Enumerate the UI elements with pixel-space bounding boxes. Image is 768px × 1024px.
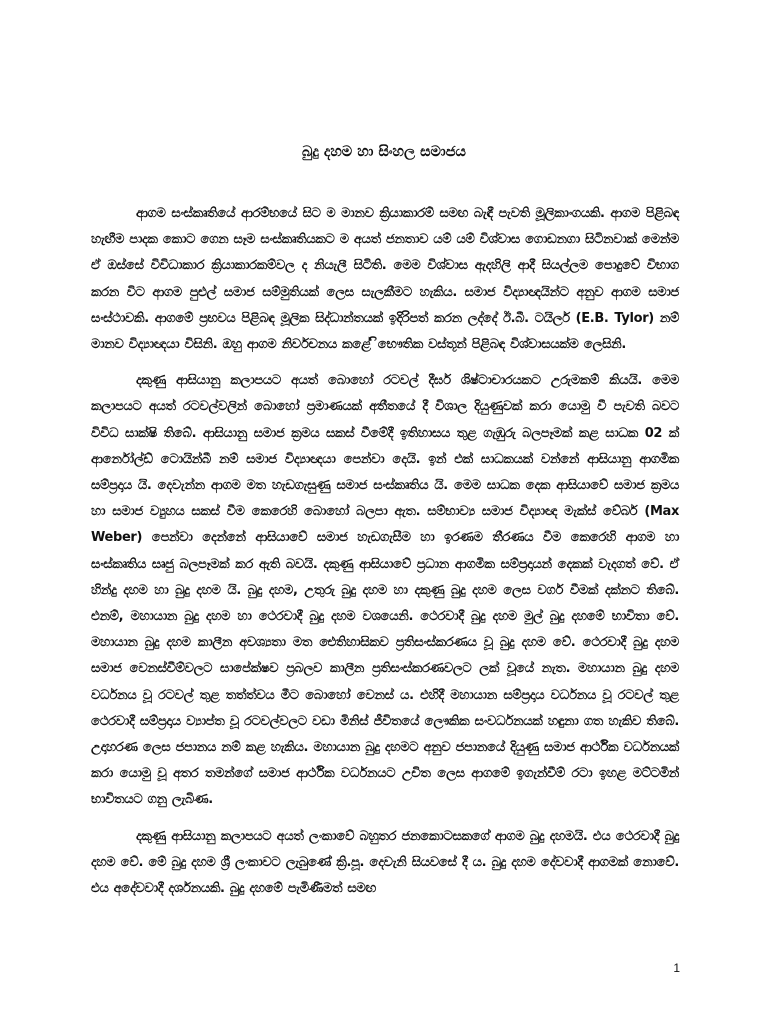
paragraph-sri-lanka: දකුණු ආසියානු කලාපයට අයත් ලංකාවේ බහුතර ජනකොටසකගේ ආගම බුදු දහමයි. එය ථෙරවාදී බුදු දහම වේ. මේ බුදු දහම ශ්‍රී ලංකාවට ලැබුණේ ක්‍රි.පූ. දෙවැනි සියවසේ දී ය. බුදු දහම දේවවාදී ආගමක් නොවේ. එය අදේවවාදී දර්ශනයකි. බුදු දහමේ පැමිණීමත් සමඟ	[91, 828, 679, 897]
document-title: බුදු දහම හා සිංහල සමාජය	[302, 144, 466, 160]
page-number: 1	[673, 961, 680, 975]
paragraph-religion-origin: ආගම සංස්කෘතියේ ආරම්භයේ සිට ම මානව ක්‍රියාකාරම් සමඟ බැඳී පැවති මූලිකාංගයකි. ආගම පිළිබඳ හැඟීම පාදක කොට ගෙන සෑම සංස්කෘතියකට ම අයත් ජනතාව යම් යම් විශ්වාස ගොඩනගා සිටිනවාක් මෙන්ම ඒ ඔස්සේ විවිධාකාර ක්‍රියාකාරකම්වල ද නියැලී සිටිති. මෙම විශ්වාස ඇදහිලි ආදී සියල්ලම පොදුවේ විභාග කරන විට ආගම පුළුල් සමාජ සම්මුතියක් ලෙස සැලකීමට හැකිය. සමාජ විද්‍යාඥයින්ට අනුව ආගම සමාජ සංස්ථාවකි. ආගමේ ප්‍රභවය පිළිබඳ මූලික සිද්ධාන්තයක් ඉදිරිපත් කරන ලද්දේ ඊ.බී. ටයිලර් (E.B. Tylor) නම් මානව විද්‍යාඥයා විසිනි. ඔහු ආගම නිර්වචනය කළේ ිභෞතික වස්තූන් පිළිබඳ විශ්වාසයක්ම ලෙසිනි.	[91, 206, 679, 353]
document-body	[91, 201, 679, 912]
paragraph-south-asia: දකුණු ආසියානු කලාපයට අයත් බොහෝ රටවල් දීර්ඝ ශිෂ්ටාචාරයකට උරුමකම් කියයි. මෙම කලාපයට අයත් රටවල්වලින් බොහෝ ප්‍රමාණයක් අතීතයේ දී විශාල දියුණුවක් කරා යොමු වී පැවති බවට විවිධ සාක්ෂි තිබේ. ආසියානු සමාජ ක්‍රමය සකස් වීමේදී ඉතිහාසය තුළ ගැඹුරු බලපෑමක් කළ සාධක 02 ක් ආර්නෝල්ඩ් ටොයින්බී නම් සමාජ විද්‍යාඥයා පෙන්වා දෙයි. ඉන් එක් සාධකයක් වන්නේ ආසියානු ආගමික සම්ප්‍රදාය යි. දෙවැන්න ආගම මත හැඩගැසුණු සමාජ සංස්කෘතිය යි. මෙම සාධක දෙක ආසියාවේ සමාජ ක්‍රමය හා සමාජ ව්‍යුහය සකස් වීම කෙරෙහි බොහෝ බලපා ඇත. සම්භාව්‍ය සමාජ විද්‍යාඥ මැක්ස් වේබර් (Max Weber) පෙන්වා දෙන්නේ ආසියාවේ සමාජ හැඩගැසීම හා ඉරණම තීරණය වීම කෙරෙහි ආගම හා සංස්කෘතිය සෘජු බලපෑමක් කර ඇති බවයි. දකුණු ආසියාවේ ප්‍රධාන ආගමික සම්ප්‍රදායන් දෙකක් වැදගත් වේ. ඒ හින්දු දහම හා බුදු දහම යි. බුදු දහම, උතුරු බුදු දහම හා දකුණු බුදු දහම ලෙස වර්ග වීමක් දක්නට තිබේ. එනම්, මහායාන බුදු දහම හා ථෙරවාදී බුදු දහම වශයෙනි. ථෙරවාදී බුදු දහම මුල් බුදු දහමේ භාවිතා වේ. මහායාන බුදු දහම කාලීන අවශ්‍යතා මත ඓතිහාසිකව ප්‍රතිසංස්කරණය වූ බුදු දහම වේ. ථෙරවාදී බුදු දහම සමාජ වෙනස්වීම්වලට සාපේක්ෂව ප්‍රබලව කාලීන ප්‍රතිසංස්කරණවලට ලක් වූයේ නැත. මහායාන බුදු දහම වර්ධනය වූ රටවල් තුළ තත්ත්වය මීට බොහෝ වෙනස් ය. එහිදී මහායාන සම්ප්‍රදාය වර්ධනය වූ රටවල් තුළ ථෙරවාදී සම්ප්‍රදාය ව්‍යාප්ත වූ රටවල්වලට වඩා මිනිස් ජීවිතයේ ලෞකික සංවර්ධනයක් හඳුනා ගත හැකිව තිබේ. උදාහරණ ලෙස ජපානය නම් කළ හැකිය. මහායාන බුදු දහමට අනුව ජපානයේ දියුණු සමාජ ආර්ථික වර්ධනයක් කරා යොමු වූ අතර තමන්ගේ සමාජ ආර්ථික වර්ධනයට උචිත ලෙස ආගමේ ඉගැන්වීම් රටා ඉහළ මට්ටමින් භාවිතයට ගනු ලැබිණ.	[91, 373, 679, 808]
